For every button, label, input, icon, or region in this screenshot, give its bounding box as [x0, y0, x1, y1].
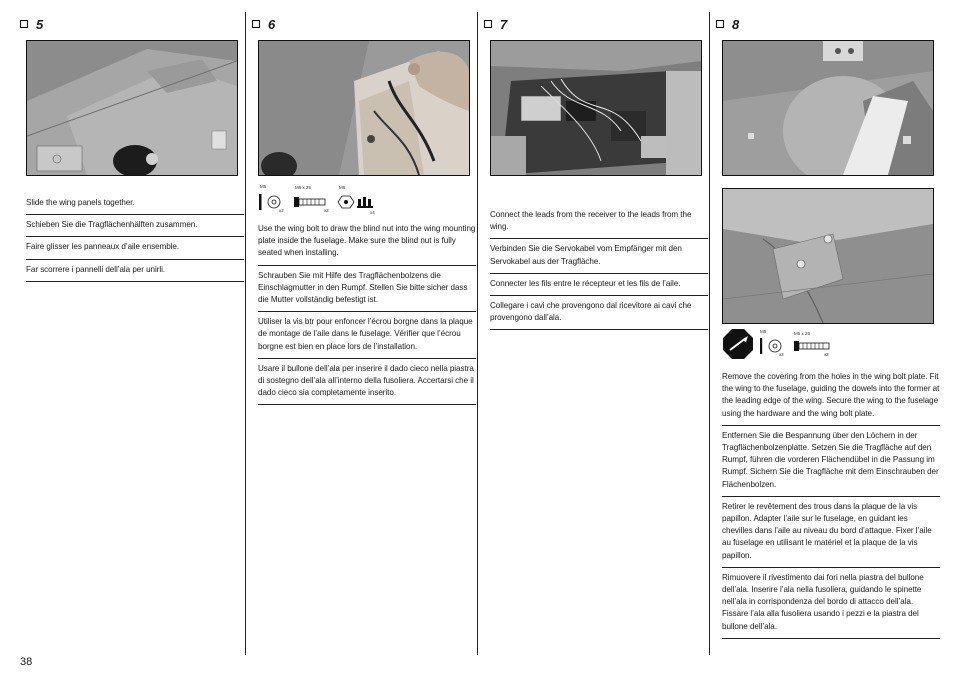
- text-it: Collegare i cavi che provengono dal ricevitore ai cavi che provengono dall’ala.: [490, 296, 708, 330]
- bolt-size-label: M5 x 25: [295, 185, 312, 190]
- washer-size-label: M5: [260, 184, 267, 189]
- hardware-legend: [258, 182, 476, 216]
- washer-qty-label: x2: [779, 352, 784, 357]
- column-divider: [477, 12, 478, 655]
- text-de: Schieben Sie die Tragflächenhälften zusammen.: [26, 215, 244, 237]
- step-8-text: [722, 368, 940, 639]
- washer-size-label: M5: [760, 329, 767, 334]
- bolt-size-label: M5 x 25: [794, 331, 811, 336]
- step-6-text: [258, 220, 476, 405]
- step-8-heading: [716, 14, 934, 34]
- step-5-photo: [26, 40, 238, 176]
- page-number: 38: [20, 656, 33, 668]
- text-en: Slide the wing panels together.: [26, 194, 244, 215]
- bolt-shaft-icon: [259, 194, 262, 210]
- text-en: Connect the leads from the receiver to the leads from the wing.: [490, 206, 708, 239]
- step-8-photo-bottom: [722, 188, 934, 324]
- text-fr: Retirer le revêtement des trous dans la plaque de la vis papillon. Adapter l’aile sur le fuselage, en guidant les chevilles dans l’aile au niveau du bord d’attaque. Fixer l’aile au fuselage en utilisant le matériel et la plaque de la vis papillon.: [722, 497, 940, 568]
- text-it: Usare il bullone dell’ala per inserire il dado cieco nella piastra di sostegno dell’ala all’interno della fusoliera. Accertarsi che il dado cieco sia completamente inserito.: [258, 359, 476, 406]
- bolt-qty-label: x2: [824, 352, 829, 357]
- column-divider: [709, 12, 710, 655]
- checkbox-icon[interactable]: [484, 20, 492, 28]
- step-number: 6: [268, 16, 276, 32]
- step-7-photo: [490, 40, 702, 176]
- step-7-heading: [484, 14, 702, 34]
- bolt-qty-label: x2: [324, 208, 329, 213]
- text-en: Remove the covering from the holes in the wing bolt plate. Fit the wing to the fuselage, guiding the dowels into the former at the leading edge of the wing. Secure the wing to the fuselage using the hardware and the wing bolt plate.: [722, 368, 940, 426]
- washer-icon: [769, 340, 781, 352]
- hardware-legend: [722, 328, 940, 362]
- checkbox-icon[interactable]: [252, 20, 260, 28]
- step-number: 7: [500, 16, 508, 32]
- text-fr: Utiliser la vis btr pour enfoncer l’écrou borgne dans la plaque de montage de l’aile dans le fuselage. Vérifier que l’écrou borgne est bien en place lors de l’installation.: [258, 312, 476, 359]
- text-it: Far scorrere i pannelli dell’ala per unirli.: [26, 260, 244, 282]
- text-de: Verbinden Sie die Servokabel vom Empfänger mit den Servokabel aus der Tragfläche.: [490, 239, 708, 273]
- washer-icon: [268, 196, 280, 208]
- text-de: Schrauben Sie mit Hilfe des Tragflächenbolzens die Einschlagmutter in den Rumpf. Stellen Sie bitte sicher dass die Mutter vollständig befestigt ist.: [258, 266, 476, 313]
- checkbox-icon[interactable]: [716, 20, 724, 28]
- column-divider: [245, 12, 246, 655]
- text-de: Entfernen Sie die Bespannung über den Löchern in der Tragflächenbolzenplatte. Setzen Sie die Tragfläche auf den Rumpf, führen die vorderen Flächendübel in die Passung im Rumpf. Sichern Sie die Tragfläche mit dem Einschrauben der Flächenbolzen.: [722, 426, 940, 497]
- step-7-column: [484, 14, 702, 323]
- text-it: Rimuovere il rivestimento dai fori nella piastra del bullone dell’ala. Inserire l’ala nella fusoliera, guidando le spinette nell’ala in corrispondenza del bordo di attacco dell’ala. Fissare l’ala alla fusoliera usando i pezzi e la piastra del bullone dell’ala.: [722, 568, 940, 639]
- step-5-column: [20, 14, 238, 274]
- step-number: 5: [36, 16, 44, 32]
- washer-qty-label: x2: [279, 208, 284, 213]
- step-6-photo: [258, 40, 470, 176]
- nut-qty-label: x4: [370, 210, 375, 215]
- step-6-heading: [252, 14, 470, 34]
- checkbox-icon[interactable]: [20, 20, 28, 28]
- step-number: 8: [732, 16, 740, 32]
- nut-size-label: M5: [339, 185, 346, 190]
- step-8-column: [716, 14, 940, 631]
- text-fr: Connecter les fils entre le récepteur et les fils de l’aile.: [490, 274, 708, 296]
- step-5-text: [26, 194, 244, 282]
- step-6-column: [252, 14, 476, 398]
- step-5-heading: [20, 14, 238, 34]
- bolt-shaft-icon: [760, 338, 762, 354]
- text-en: Use the wing bolt to draw the blind nut into the wing mounting plate inside the fuselage. Make sure the blind nut is fully seated when installing.: [258, 220, 476, 266]
- step-8-photo-top: [722, 40, 934, 176]
- text-fr: Faire glisser les panneaux d’aile ensemble.: [26, 237, 244, 259]
- step-7-text: [490, 206, 708, 330]
